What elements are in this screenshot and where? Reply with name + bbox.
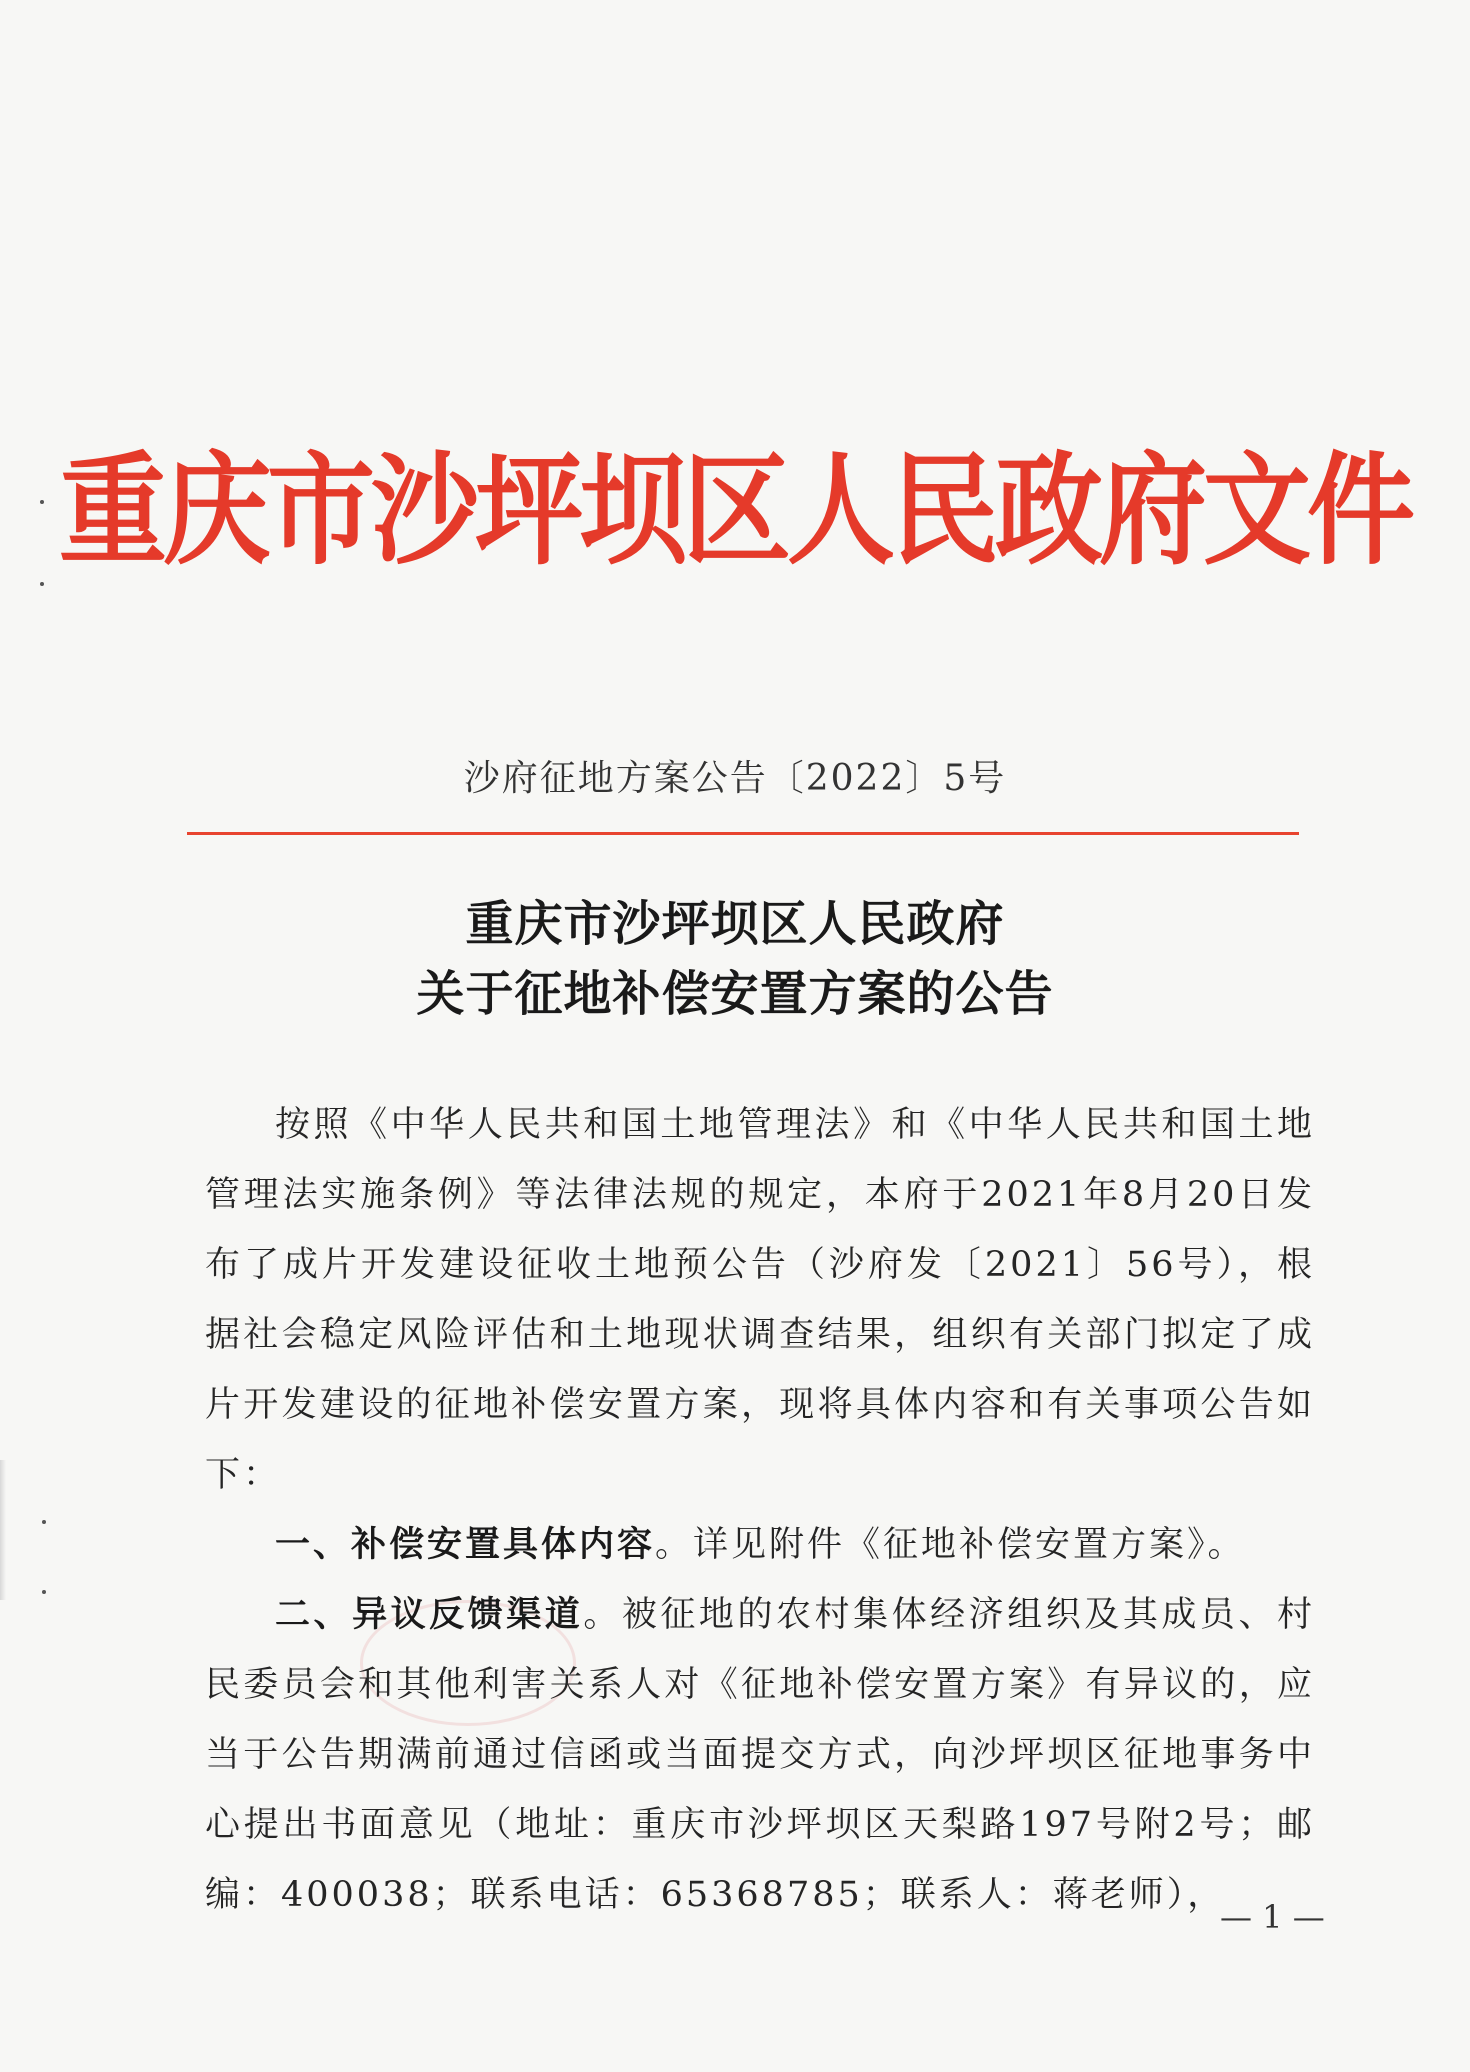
body-text [205, 1090, 1315, 1930]
title-line-2: 关于征地补偿安置方案的公告 [416, 966, 1054, 1022]
scan-dot [42, 1590, 46, 1594]
section-1-text: 。详见附件《征地补偿安置方案》。 [655, 1525, 1246, 1565]
red-divider-line [187, 832, 1299, 835]
scan-dot [40, 582, 44, 586]
title-line-1: 重庆市沙坪坝区人民政府 [465, 896, 1005, 952]
scan-edge-shadow [0, 1460, 6, 1600]
document-number: 沙府征地方案公告〔2022〕5号 [463, 758, 1007, 799]
paragraph-section-2 [205, 1580, 1315, 1930]
issuer-header: 重庆市沙坪坝区人民政府文件 [58, 441, 1411, 582]
page-number: — 1 — [1220, 1898, 1325, 1936]
paragraph-section-1 [205, 1510, 1315, 1580]
scan-dot [42, 1520, 46, 1524]
section-2-heading: 二、异议反馈渠道 [275, 1595, 584, 1635]
paragraph-intro: 按照《中华人民共和国土地管理法》和《中华人民共和国土地管理法实施条例》等法律法规的规定，本府于2021年8月20日发布了成片开发建设征收土地预公告（沙府发〔2021〕56号），根据社会稳定风险评估和土地现状调查结果，组织有关部门拟定了成片开发建设的征地补偿安置方案，现将具体内容和有关事项公告如下： [205, 1105, 1315, 1495]
section-2-text: 。被征地的农村集体经济组织及其成员、村民委员会和其他利害关系人对《征地补偿安置方案》有异议的，应当于公告期满前通过信函或当面提交方式，向沙坪坝区征地事务中心提出书面意见（地址：重庆市沙坪坝区天梨路197号附2号；邮编：400038；联系电话：65368785；联系人：蒋老师）， [205, 1595, 1315, 1915]
section-1-heading: 一、补偿安置具体内容 [275, 1525, 656, 1565]
